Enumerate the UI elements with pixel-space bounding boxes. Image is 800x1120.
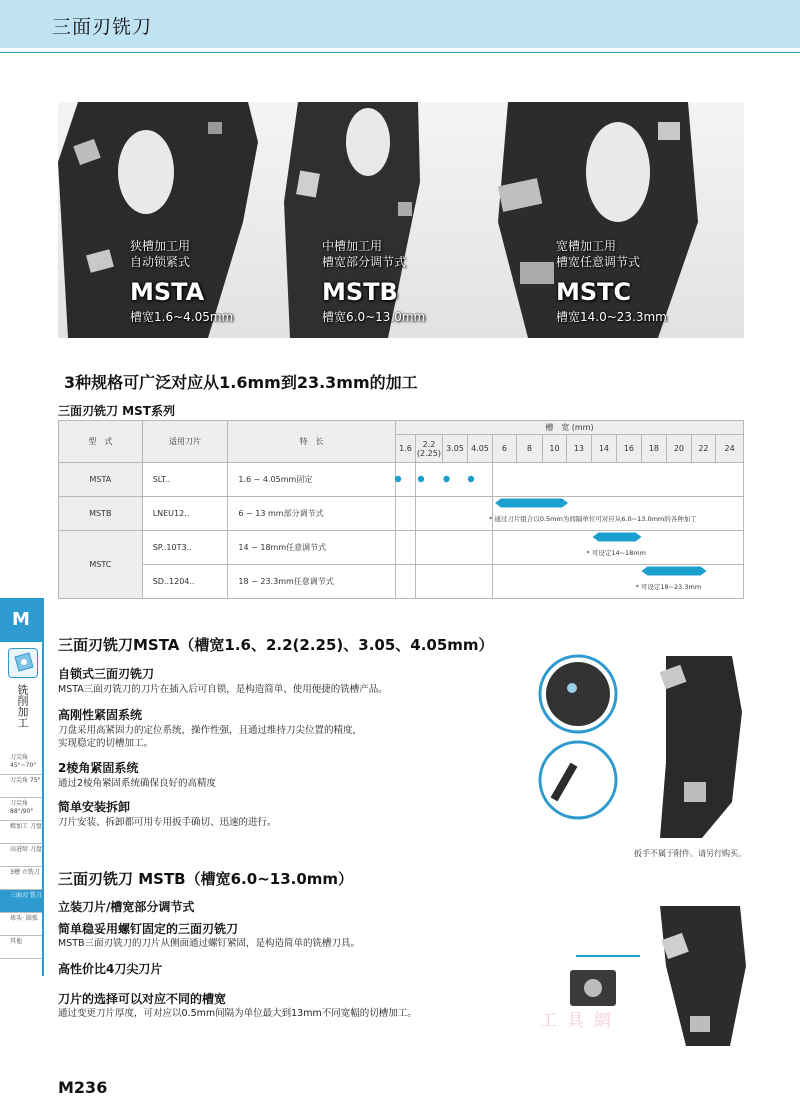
row-model: MSTB [59,497,143,531]
msta-feature-2-title: 高刚性紧固系统 [58,708,143,722]
width-tick: 8 [517,435,543,463]
product-hero-banner [58,102,744,338]
side-nav-item[interactable]: 其他 [0,936,42,959]
mstb-feature-3-title: 高性价比4刀尖刀片 [58,962,163,976]
table-row [59,531,744,565]
msta-width-spec: 槽宽1.6~4.05mm [130,310,234,324]
side-nav-item[interactable]: 三面刃 铣刀 [0,890,42,913]
section-tab-m[interactable]: M [0,598,42,642]
msta-caption-1: 狭槽加工用 [130,239,191,253]
side-nav-item[interactable]: 刀尖角 45°~70° [0,752,42,775]
msta-feature-1-title: 自锁式三面刃铣刀 [58,667,155,681]
side-nav-item[interactable]: 高进给 刀盘 [0,844,42,867]
msta-feature-4-title: 简单安装拆卸 [58,800,131,814]
table-row [59,565,744,599]
mstb-section-title: 三面刃铣刀 MSTB（槽宽6.0~13.0mm） [58,870,354,888]
msta-section-title: 三面刃铣刀MSTA（槽宽1.6、2.2(2.25)、3.05、4.05mm） [58,636,494,654]
mstb-model-name: MSTB [322,278,398,306]
row-insert: SD..1204.. [142,565,228,599]
width-tick: 24 [716,435,744,463]
msta-feature-3-text: 通过2棱角紧固系统确保良好的高精度 [58,778,217,789]
mstb-range-note: * 通过刀片组合以0.5mm为间隔单位可对应从6.0~13.0mm的各种加工 [489,515,697,523]
mstc-caption-1: 宽槽加工用 [556,239,617,253]
row-feature: 18 ~ 23.3mm任意调节式 [228,565,395,599]
mstb-feature-4-title: 刀片的选择可以对应不同的槽宽 [58,992,227,1006]
page-number: M236 [58,1078,108,1097]
width-tick: 6 [492,435,516,463]
side-nav-item[interactable]: 球头· 圆弧 [0,913,42,936]
row-insert: SP..10T3.. [142,531,228,565]
width-tick: 16 [617,435,641,463]
row-feature: 1.6 ~ 4.05mm固定 [228,463,395,497]
mstb-caption-1: 中槽加工用 [322,239,383,253]
msta-feature-1-text: MSTA三面刃铣刀的刀片在插入后可自锁，是构造简单、使用便捷的铣槽产品。 [58,684,388,695]
col-header-model: 型 式 [59,421,143,463]
side-category-label: 铣削加工 [16,684,29,728]
row-feature: 6 ~ 13 mm部分调节式 [228,497,395,531]
mstb-feature-2-text: MSTB三面刃铣刀的刀片从侧面通过螺钉紧固，是构造简单的铣槽刀具。 [58,938,361,949]
row-insert: LNEU12.. [142,497,228,531]
msta-feature-4-text: 刀片安装、拆卸都可用专用扳手确切、迅速的进行。 [58,817,277,828]
mstb-feature-1-title: 立装刀片/槽宽部分调节式 [58,900,195,914]
width-tick: 10 [542,435,566,463]
width-tick: 13 [567,435,591,463]
msta-caption-2: 自动锁紧式 [130,255,191,269]
watermark-text: 工具網 [540,1011,621,1031]
milling-insert-icon [8,648,38,678]
spec-table [58,420,744,598]
width-tick: 2.2 (2.25) [416,435,443,463]
width-tick: 1.6 [395,435,415,463]
width-tick: 18 [641,435,667,463]
width-tick: 3.05 [442,435,468,463]
mstc-range-note-1: * 可设定14~18mm [586,549,646,557]
mstb-width-spec: 槽宽6.0~13.0mm [322,310,426,324]
page-title: 三面刃铣刀 [52,16,153,38]
msta-detail-image [536,652,750,842]
mstc-width-spec: 槽宽14.0~23.3mm [556,310,667,324]
width-tick: 22 [691,435,715,463]
msta-model-name: MSTA [130,278,205,306]
side-nav-item[interactable]: 刀尖角 75° [0,775,42,798]
side-nav-item[interactable]: 刀尖角 88°/90° [0,798,42,821]
header-divider [0,52,800,53]
mstb-feature-4-text: 通过变更刀片厚度，可对应以0.5mm间隔为单位最大到13mm不同宽幅的切槽加工。 [58,1008,417,1019]
side-accent-bar [42,598,44,976]
row-feature: 14 ~ 18mm任意调节式 [228,531,395,565]
side-nav [0,752,42,959]
table-row [59,463,744,497]
table-row [59,497,744,531]
table-title: 三面刃铣刀 MST系列 [58,404,175,418]
wrench-note: 扳手不属于附件。请另行购买。 [634,849,746,858]
side-nav-item[interactable]: 精加工 刀盘 [0,821,42,844]
msta-feature-3-title: 2棱角紧固系统 [58,761,139,775]
width-tick: 14 [591,435,617,463]
msta-feature-2-text-2: 实现稳定的切槽加工。 [58,738,154,749]
col-header-feature: 特 长 [228,421,395,463]
mstc-caption-2: 槽宽任意调节式 [556,255,641,269]
side-nav-item[interactable]: 3槽 立铣刀 [0,867,42,890]
row-model: MSTA [59,463,143,497]
row-insert: SLT.. [142,463,228,497]
col-header-width: 槽 宽 (mm) [395,421,743,435]
msta-feature-2-text-1: 刀盘采用高紧固力的定位系统，操作性强，且通过维持刀尖位置的精度， [58,725,363,736]
mstb-caption-2: 槽宽部分调节式 [322,255,407,269]
mstb-feature-2-title: 简单稳妥用螺钉固定的三面刃铣刀 [58,922,239,936]
width-tick: 20 [667,435,691,463]
mstc-range-note-2: * 可设定18~23.3mm [635,583,702,591]
mstc-model-name: MSTC [556,278,632,306]
headline: 3种规格可广泛对应从1.6mm到23.3mm的加工 [64,373,418,392]
row-model: MSTC [59,531,143,599]
width-tick: 4.05 [468,435,492,463]
col-header-insert: 适用刀片 [142,421,228,463]
